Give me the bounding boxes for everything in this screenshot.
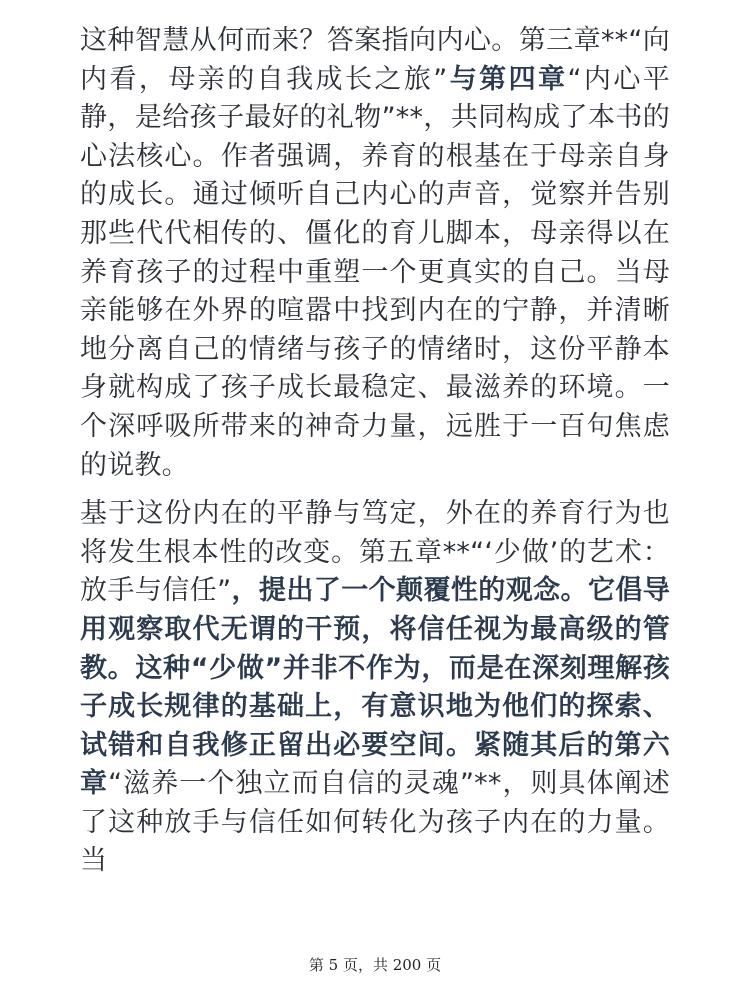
paragraph-2 xyxy=(80,495,670,881)
paragraph-1-segment-3: “内心平静，是给孩子最好的礼物”**，共同构成了本书的心法核心。作者强调，养育的根基在于母亲自身的成长。通过倾听自己内心的声音，觉察并告别那些代代相传的、僵化的育儿脚本，母亲得以在养育孩子的过程中重塑一个更真实的自己。当母亲能够在外界的喧嚣中找到内在的宁静，并清晰地分离自己的情绪与孩子的情绪时，这份平静本身就构成了孩子成长最稳定、最滋养的环境。一个深呼吸所带来的神奇力量，远胜于一百句焦虑的说教。 xyxy=(80,63,670,481)
paragraph-2-segment-2-bold: ，提出了一个颠覆性的观念。它倡导用观察取代无谓的干预，将信任视为最高级的管教。这种“少做”并非不作为，而是在深刻理解孩子成长规律的基础上，有意识地为他们的探索、试错和自我修正留出必要空间。紧随其后的第六章 xyxy=(80,575,670,800)
paragraph-1-segment-1: 这种智慧从何而来？答案指向内心。第三章**“向内看，母亲的自我成长之旅” xyxy=(80,25,670,95)
body-text xyxy=(80,22,670,881)
paragraph-1-segment-2-bold: 与第四章 xyxy=(447,63,568,95)
paragraph-2-segment-1: 基于这份内在的平静与笃定，外在的养育行为也将发生根本性的改变。第五章**“‘少做’的艺术：放手与信任” xyxy=(80,498,670,607)
paragraph-1 xyxy=(80,22,670,485)
paragraph-2-segment-3: “滋养一个独立而自信的灵魂”**，则具体阐述了这种放手与信任如何转化为孩子内在的力量。当 xyxy=(80,768,671,877)
page-number-footer: 第 5 页，共 200 页 xyxy=(308,956,442,974)
